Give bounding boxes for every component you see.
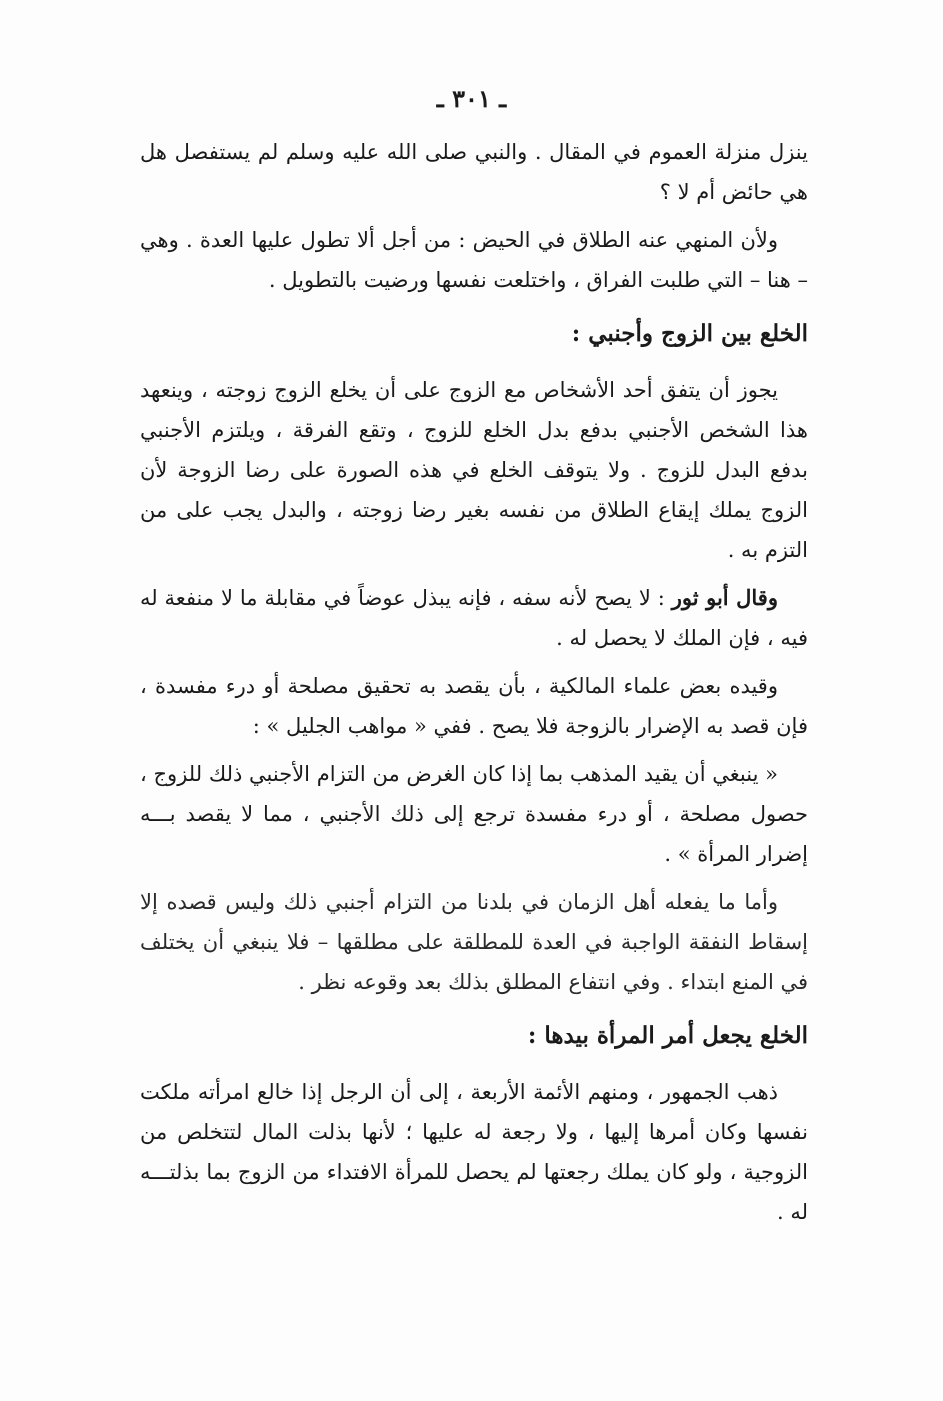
paragraph-continuation: ينزل منزلة العموم في المقال . والنبي صلى الله عليه وسلم لم يستفصل هل هي حائض أم لا ؟	[140, 140, 808, 204]
section-heading-khul-woman-authority: الخلع يجعل أمر المرأة بيدها :	[527, 1022, 808, 1049]
paragraph-maliki-restriction: وقيده بعض علماء المالكية ، بأن يقصد به تحقيق مصلحة أو درء مفسدة ، فإن قصد به الإضرار بالزوجة فلا يصح . ففي « مواهب الجليل » :	[140, 674, 808, 738]
paragraph-khul-stranger: يجوز أن يتفق أحد الأشخاص مع الزوج على أن يخلع الزوج زوجته ، وينعهد هذا الشخص الأجنبي بدفع بدل الخلع للزوج ، وتقع الفرقة ، ويلتزم الأجنبي بدفع البدل للزوج . ولا يتوقف الخلع في هذه الصورة على رضا الزوجة لأن الزوج يملك إيقاع الطلاق من نفسه بغير رضا زوجته ، والبدل يجب على من التزم به .	[140, 378, 808, 562]
paragraph-people-of-time: وأما ما يفعله أهل الزمان في بلدنا من التزام أجنبي ذلك وليس قصده إلا إسقاط النفقة الواجبة في العدة للمطلقة على مطلقها – فلا ينبغي أن يختلف في المنع ابتداء . وفي انتفاع المطلق بذلك بعد وقوعه نظر .	[140, 890, 808, 994]
page-body	[140, 132, 808, 1240]
abu-thawr-lead: وقال أبو ثور	[671, 585, 778, 610]
paragraph-abu-thawr	[140, 578, 808, 658]
paragraph-majority-opinion: ذهب الجمهور ، ومنهم الأئمة الأربعة ، إلى أن الرجل إذا خالع امرأته ملكت نفسها وكان أمرها إليها ، ولا رجعة له عليها ؛ لأنها بذلت المال لتتخلص من الزوجية ، ولو كان يملك رجعتها لم يحصل للمرأة الافتداء من الزوج بما بذلتـــه له .	[140, 1080, 808, 1224]
abu-thawr-text: : لا يصح لأنه سفه ، فإنه يبذل عوضاً في مقابلة ما لا منفعة له فيه ، فإن الملك لا يحصل له .	[140, 586, 808, 650]
paragraph-menstruation-reason: ولأن المنهي عنه الطلاق في الحيض : من أجل ألا تطول عليها العدة . وهي – هنا – التي طلبت الفراق ، واختلعت نفسها ورضيت بالتطويل .	[140, 228, 808, 292]
paragraph-mawahib-quote: « ينبغي أن يقيد المذهب بما إذا كان الغرض من التزام الأجنبي ذلك للزوج ، حصول مصلحة ، أو درء مفسدة ترجع إلى ذلك الأجنبي ، مما لا يقصد بـــه إضرار المرأة » .	[140, 762, 808, 866]
page-number: ـ ٣٠١ ـ	[436, 84, 507, 113]
section-heading-khul-stranger: الخلع بين الزوج وأجنبي :	[571, 320, 808, 347]
